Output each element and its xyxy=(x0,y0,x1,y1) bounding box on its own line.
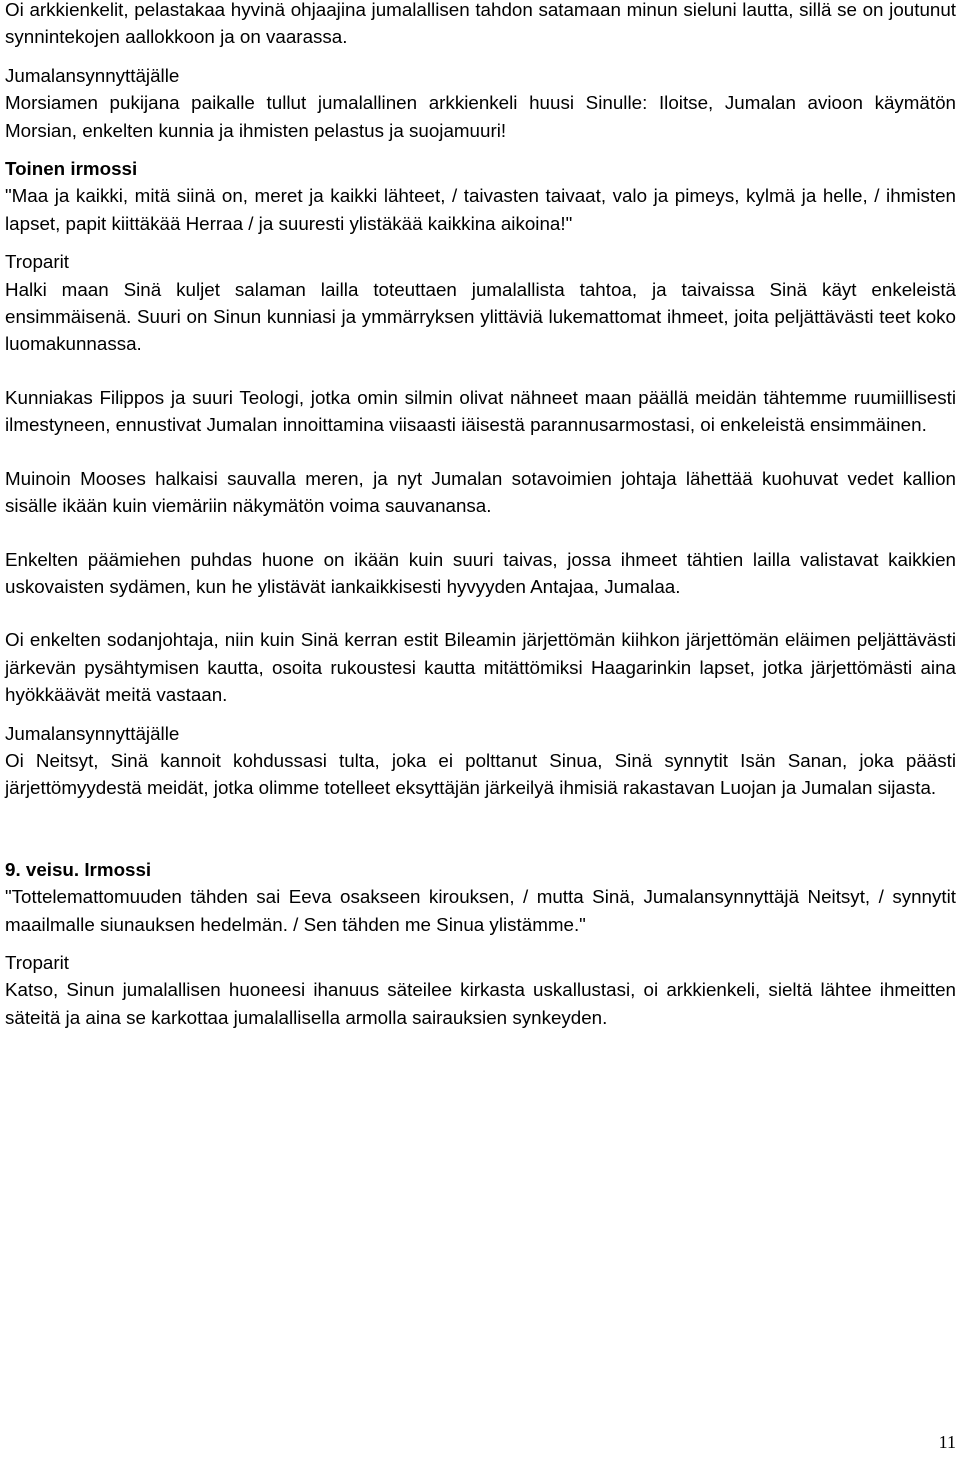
paragraph: Morsiamen pukijana paikalle tullut jumalallinen arkkienkeli huusi Sinulle: Iloitse, Jumalan avioon käymätön Morsian, enkelten kunnia ja ihmisten pelastus ja suojamuuri! xyxy=(5,92,956,141)
spacer xyxy=(5,938,956,949)
paragraph: "Tottelemattomuuden tähden sai Eeva osakseen kirouksen, / mutta Sinä, Jumalansynnyttäjä Neitsyt, / synnytit maailmalle siunauksen hedelmän. / Sen tähden me Sinua ylistämme." xyxy=(5,886,956,935)
paragraph: Muinoin Mooses halkaisi sauvalla meren, ja nyt Jumalan sotavoimien johtaja lähettää kuohuvat vedet kallion sisälle ikään kuin viemäriin näkymätön voima sauvanansa. xyxy=(5,467,956,517)
paragraph: Halki maan Sinä kuljet salaman lailla toteuttaen jumalallista tahtoa, ja taivaissa Sinä käyt enkeleistä ensimmäisenä. Suuri on Sinun kunniasi ja ymmärryksen ylittäviä lukemattomat ihmeet, joita peljättävästi teet koko luomakunnassa. xyxy=(5,278,956,355)
paragraph: Katso, Sinun jumalallisen huoneesi ihanuus säteilee kirkasta uskallustasi, oi arkkienkeli, sieltä lähtee ihmeitten säteitä ja aina se karkottaa jumalallisella armolla sairauksien synkeyden. xyxy=(5,979,956,1028)
paragraph: Oi arkkienkelit, pelastakaa hyvinä ohjaajina jumalallisen tahdon satamaan minun sieluni lautta, sillä se on joutunut synnintekojen aallokkoon ja on vaarassa. xyxy=(5,0,956,48)
spacer xyxy=(5,709,956,720)
spacer xyxy=(5,237,956,248)
section-heading: Jumalansynnyttäjälle xyxy=(5,722,180,744)
section-heading: Troparit xyxy=(5,251,70,273)
paragraph: Kunniakas Filippos ja suuri Teologi, jotka omin silmin olivat nähneet maan päällä meidän tähtemme ruumiillisesti ilmestyneen, ennustivat Jumalan innoittamina viisaasti iäisestä parannusarmostasi, oi enkeleistä ensimmäinen. xyxy=(5,386,956,436)
spacer xyxy=(5,802,956,856)
section-heading-bold: Toinen irmossi xyxy=(5,158,138,180)
page-number: 11 xyxy=(938,1432,956,1452)
spacer xyxy=(5,520,956,546)
section-heading: Jumalansynnyttäjälle xyxy=(5,64,180,86)
spacer xyxy=(5,51,956,62)
paragraph: "Maa ja kaikki, mitä siinä on, meret ja kaikki lähteet, / taivasten taivaat, valo ja pimeys, kylmä ja helle, / ihmisten lapset, papit kiittäkää Herraa / ja suuresti ylistäkää kaikkina aikoina!" xyxy=(5,185,956,234)
spacer xyxy=(5,358,956,384)
spacer xyxy=(5,600,956,626)
paragraph: Oi enkelten sodanjohtaja, niin kuin Sinä kerran estit Bileamin järjettömän kiihkon järjettömän eläimen peljättävästi järkevän pysähtymisen kautta, osoita rukoustesi kautta mitättömiksi Haagarinkin lapset, jotka järjettömästi aina hyökkäävät meitä vastaan. xyxy=(5,629,956,706)
document-page xyxy=(5,0,956,1031)
section-heading-bold: 9. veisu. Irmossi xyxy=(5,858,152,880)
paragraph: Enkelten päämiehen puhdas huone on ikään kuin suuri taivas, jossa ihmeet tähtien lailla valistavat kaikkien uskovaisten sydämen, kun he ylistävät iankaikkisesti hyvyyden Antajaa, Jumalaa. xyxy=(5,548,956,597)
section-heading: Troparit xyxy=(5,951,70,973)
paragraph: Oi Neitsyt, Sinä kannoit kohdussasi tulta, joka ei polttanut Sinua, Sinä synnytit Isän Sanan, joka päästi järjettömyydestä meidät, jotka olimme totelleet eksyttäjän järkeilyä ihmisiä rakastavan Luojan ja Jumalan sijasta. xyxy=(5,749,956,799)
spacer xyxy=(5,144,956,155)
spacer xyxy=(5,439,956,465)
